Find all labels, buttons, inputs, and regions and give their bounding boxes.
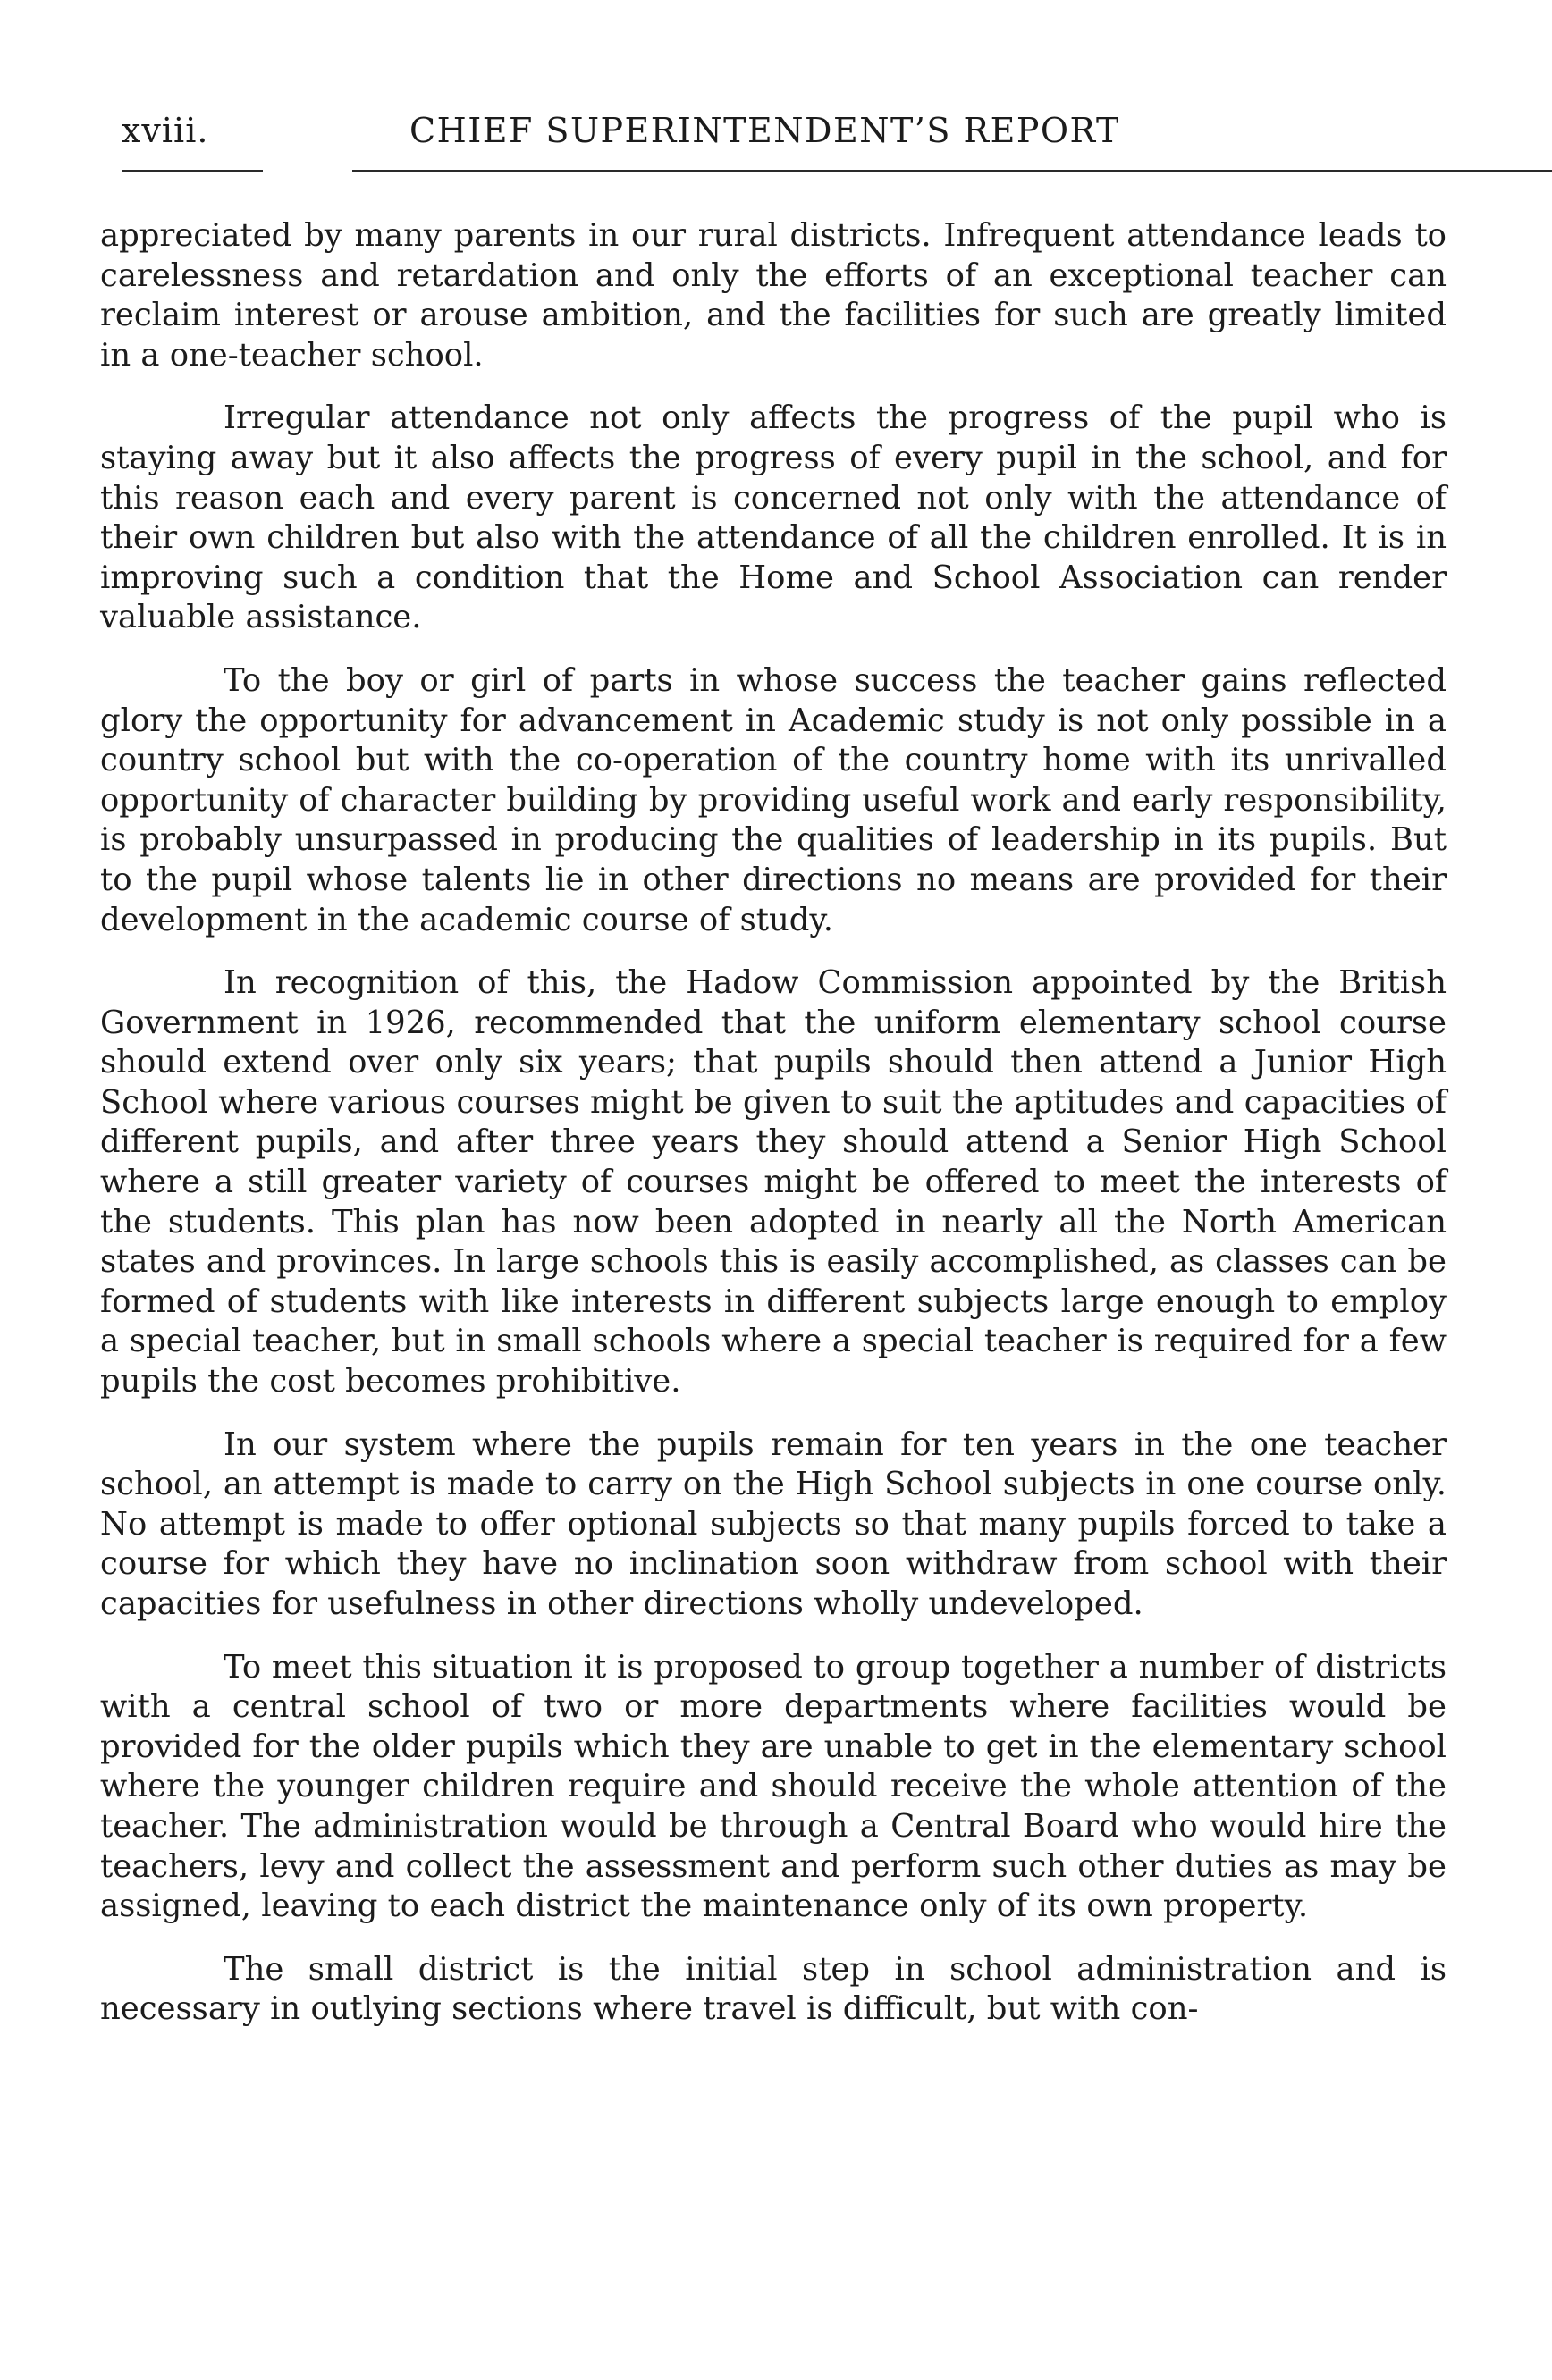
page-number: xviii. [122, 111, 209, 150]
paragraph-continued: appreciated by many parents in our rural districts. Infrequent attendance leads to carelessness and retardation and only the efforts of an exceptional teacher can reclaim interest or arouse ambition, and the facilities for such are greatly limited in a one-teacher school. [100, 217, 1447, 374]
header-rule-left [122, 170, 263, 172]
body-text [100, 216, 1447, 2053]
running-head [122, 111, 1454, 182]
running-title: CHIEF SUPERINTENDENT’S REPORT [409, 111, 1120, 150]
paragraph-our-system: In our system where the pupils remain for ten years in the one teacher school, an attempt is made to carry on the High School subjects in one course only. No attempt is made to offer optional subjects so that many pupils forced to take a course for which they have no inclination soon withdraw from school with their capacities for usefulness in other directions wholly undeveloped. [100, 1425, 1447, 1622]
paragraph-proposal: To meet this situation it is proposed to group together a number of districts with a central school of two or more departments where facilities would be provided for the older pupils which they are unable to get in the elementary school where the younger children require and should receive the whole attention of the teacher. The administration would be through a Central Board who would hire the teachers, levy and collect the assessment and perform such other duties as may be assigned, leaving to each district the maintenance only of its own property. [100, 1648, 1447, 1925]
paragraph-hadow-commission: In recognition of this, the Hadow Commission appointed by the British Government in 1926, recommended that the uniform elementary school course should extend over only six years; that pupils should then attend a Junior High School where various courses might be given to suit the aptitudes and capacities of different pupils, and after three years they should attend a Senior High School where a still greater variety of courses might be offered to meet the interests of the students. This plan has now been adopted in nearly all the North American states and provinces. In large schools this is easily accomplished, as classes can be formed of students with like interests in different subjects large enough to employ a special teacher, but in small schools where a special teacher is required for a few pupils the cost becomes prohibitive. [100, 964, 1447, 1400]
paragraph-boy-or-girl-of-parts: To the boy or girl of parts in whose success the teacher gains reflected glory the opportunity for advancement in Academic study is not only possible in a country school but with the co-operation of the country home with its unrivalled opportunity of character building by providing useful work and early responsibility, is probably unsurpassed in producing the qualities of leadership in its pupils. But to the pupil whose talents lie in other directions no means are provided for their development in the academic course of study. [100, 661, 1447, 938]
paragraph-irregular-attendance: Irregular attendance not only affects the progress of the pupil who is staying away but it also affects the progress of every pupil in the school, and for this reason each and every parent is concerned not only with the attendance of their own children but also with the attendance of all the children enrolled. It is in improving such a condition that the Home and School Association can render valuable assistance. [100, 399, 1447, 636]
header-rule-right [352, 170, 1552, 172]
paragraph-small-district: The small district is the initial step in school administration and is necessary in outlying sections where travel is difficult, but with con- [100, 1950, 1447, 2028]
